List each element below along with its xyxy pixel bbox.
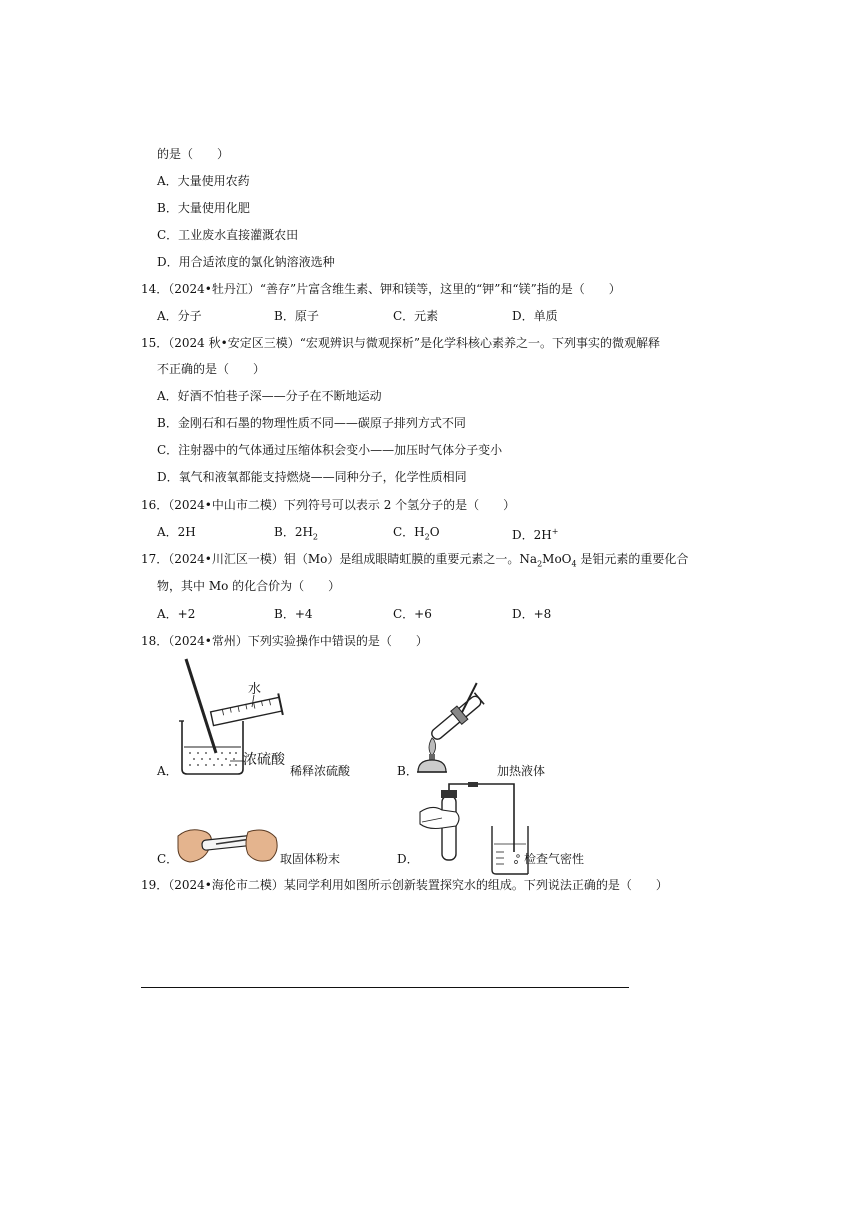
q17-option-b: B．+4	[274, 607, 313, 621]
fig-b-caption: 加热液体	[497, 764, 546, 778]
q15-stem-cont: 不正确的是（ ）	[157, 362, 266, 376]
q17-option-d: D．+8	[512, 607, 552, 621]
fig-a-acid-label: 浓硫酸	[243, 752, 285, 768]
q17-stem: 17．（2024•川汇区一模）钼（Mo）是组成眼睛虹膜的重要元素之一。$Na_2MoO_4$ 是钼元素的重要化合	[141, 552, 689, 569]
q13-option-a: A．大量使用农药	[157, 174, 250, 188]
q13-option-d: D．用合适浓度的氯化钠溶液选种	[157, 255, 335, 269]
q15-stem: 15．（2024 秋•安定区三模）“宏观辨识与微观探析”是化学科核心素养之一。下列事实的微观解释	[141, 336, 660, 350]
q15-option-c: C．注射器中的气体通过压缩体积会变小——加压时气体分子变小	[157, 443, 503, 457]
fig-a-caption: 稀释浓硫酸	[290, 764, 351, 778]
q17-stem-cont: 物，其中 Mo 的化合价为（ ）	[157, 579, 341, 593]
page-bottom-rule	[141, 987, 629, 988]
q14-option-c: C．元素	[393, 309, 439, 323]
q16-option-b: B．$2H_2$	[274, 525, 319, 542]
q16-option-d: D．2H+	[512, 527, 559, 542]
q13-stem-tail: 的是（ ）	[157, 147, 230, 161]
q13-option-b: B．大量使用化肥	[157, 201, 250, 215]
q14-option-a: A．分子	[157, 309, 202, 323]
q16-option-c: C．$H_2O$	[393, 525, 440, 542]
q18-stem: 18．（2024•常州）下列实验操作中错误的是（ ）	[141, 634, 428, 648]
q13-option-c: C．工业废水直接灌溉农田	[157, 228, 299, 242]
q16-stem: 16．（2024•中山市二模）下列符号可以表示 2 个氢分子的是（ ）	[141, 498, 516, 512]
fig-d-airtightness-illustration	[418, 782, 530, 878]
fig-c-powder-illustration	[176, 824, 280, 866]
q15-option-b: B．金刚石和石墨的物理性质不同——碳原子排列方式不同	[157, 416, 466, 430]
fig-c-letter: C．	[157, 852, 179, 866]
fig-c-caption: 取固体粉末	[280, 852, 341, 866]
q16-option-a: A．2H	[157, 525, 196, 539]
fig-d-caption: 检查气密性	[524, 852, 585, 866]
q14-option-d: D．单质	[512, 309, 558, 323]
fig-a-letter: A．	[157, 764, 178, 778]
q17-option-c: C．+6	[393, 607, 432, 621]
q15-option-d: D．氧气和液氧都能支持燃烧——同种分子，化学性质相同	[157, 470, 467, 484]
q15-option-a: A．好酒不怕巷子深——分子在不断地运动	[157, 389, 382, 403]
fig-a-water-label: 水	[248, 682, 262, 697]
fig-b-heating-illustration	[412, 660, 498, 780]
q17-option-a: A．+2	[157, 607, 196, 621]
q14-option-b: B．原子	[274, 309, 319, 323]
q19-stem: 19．（2024•海伦市二模）某同学利用如图所示创新装置探究水的组成。下列说法正确的是（ ）	[141, 878, 668, 892]
q14-stem: 14．（2024•牡丹江）“善存”片富含维生素、钾和镁等，这里的“钾”和“镁”指的是（ ）	[141, 282, 621, 296]
fig-b-letter: B．	[397, 764, 418, 778]
fig-d-letter: D．	[397, 852, 419, 866]
